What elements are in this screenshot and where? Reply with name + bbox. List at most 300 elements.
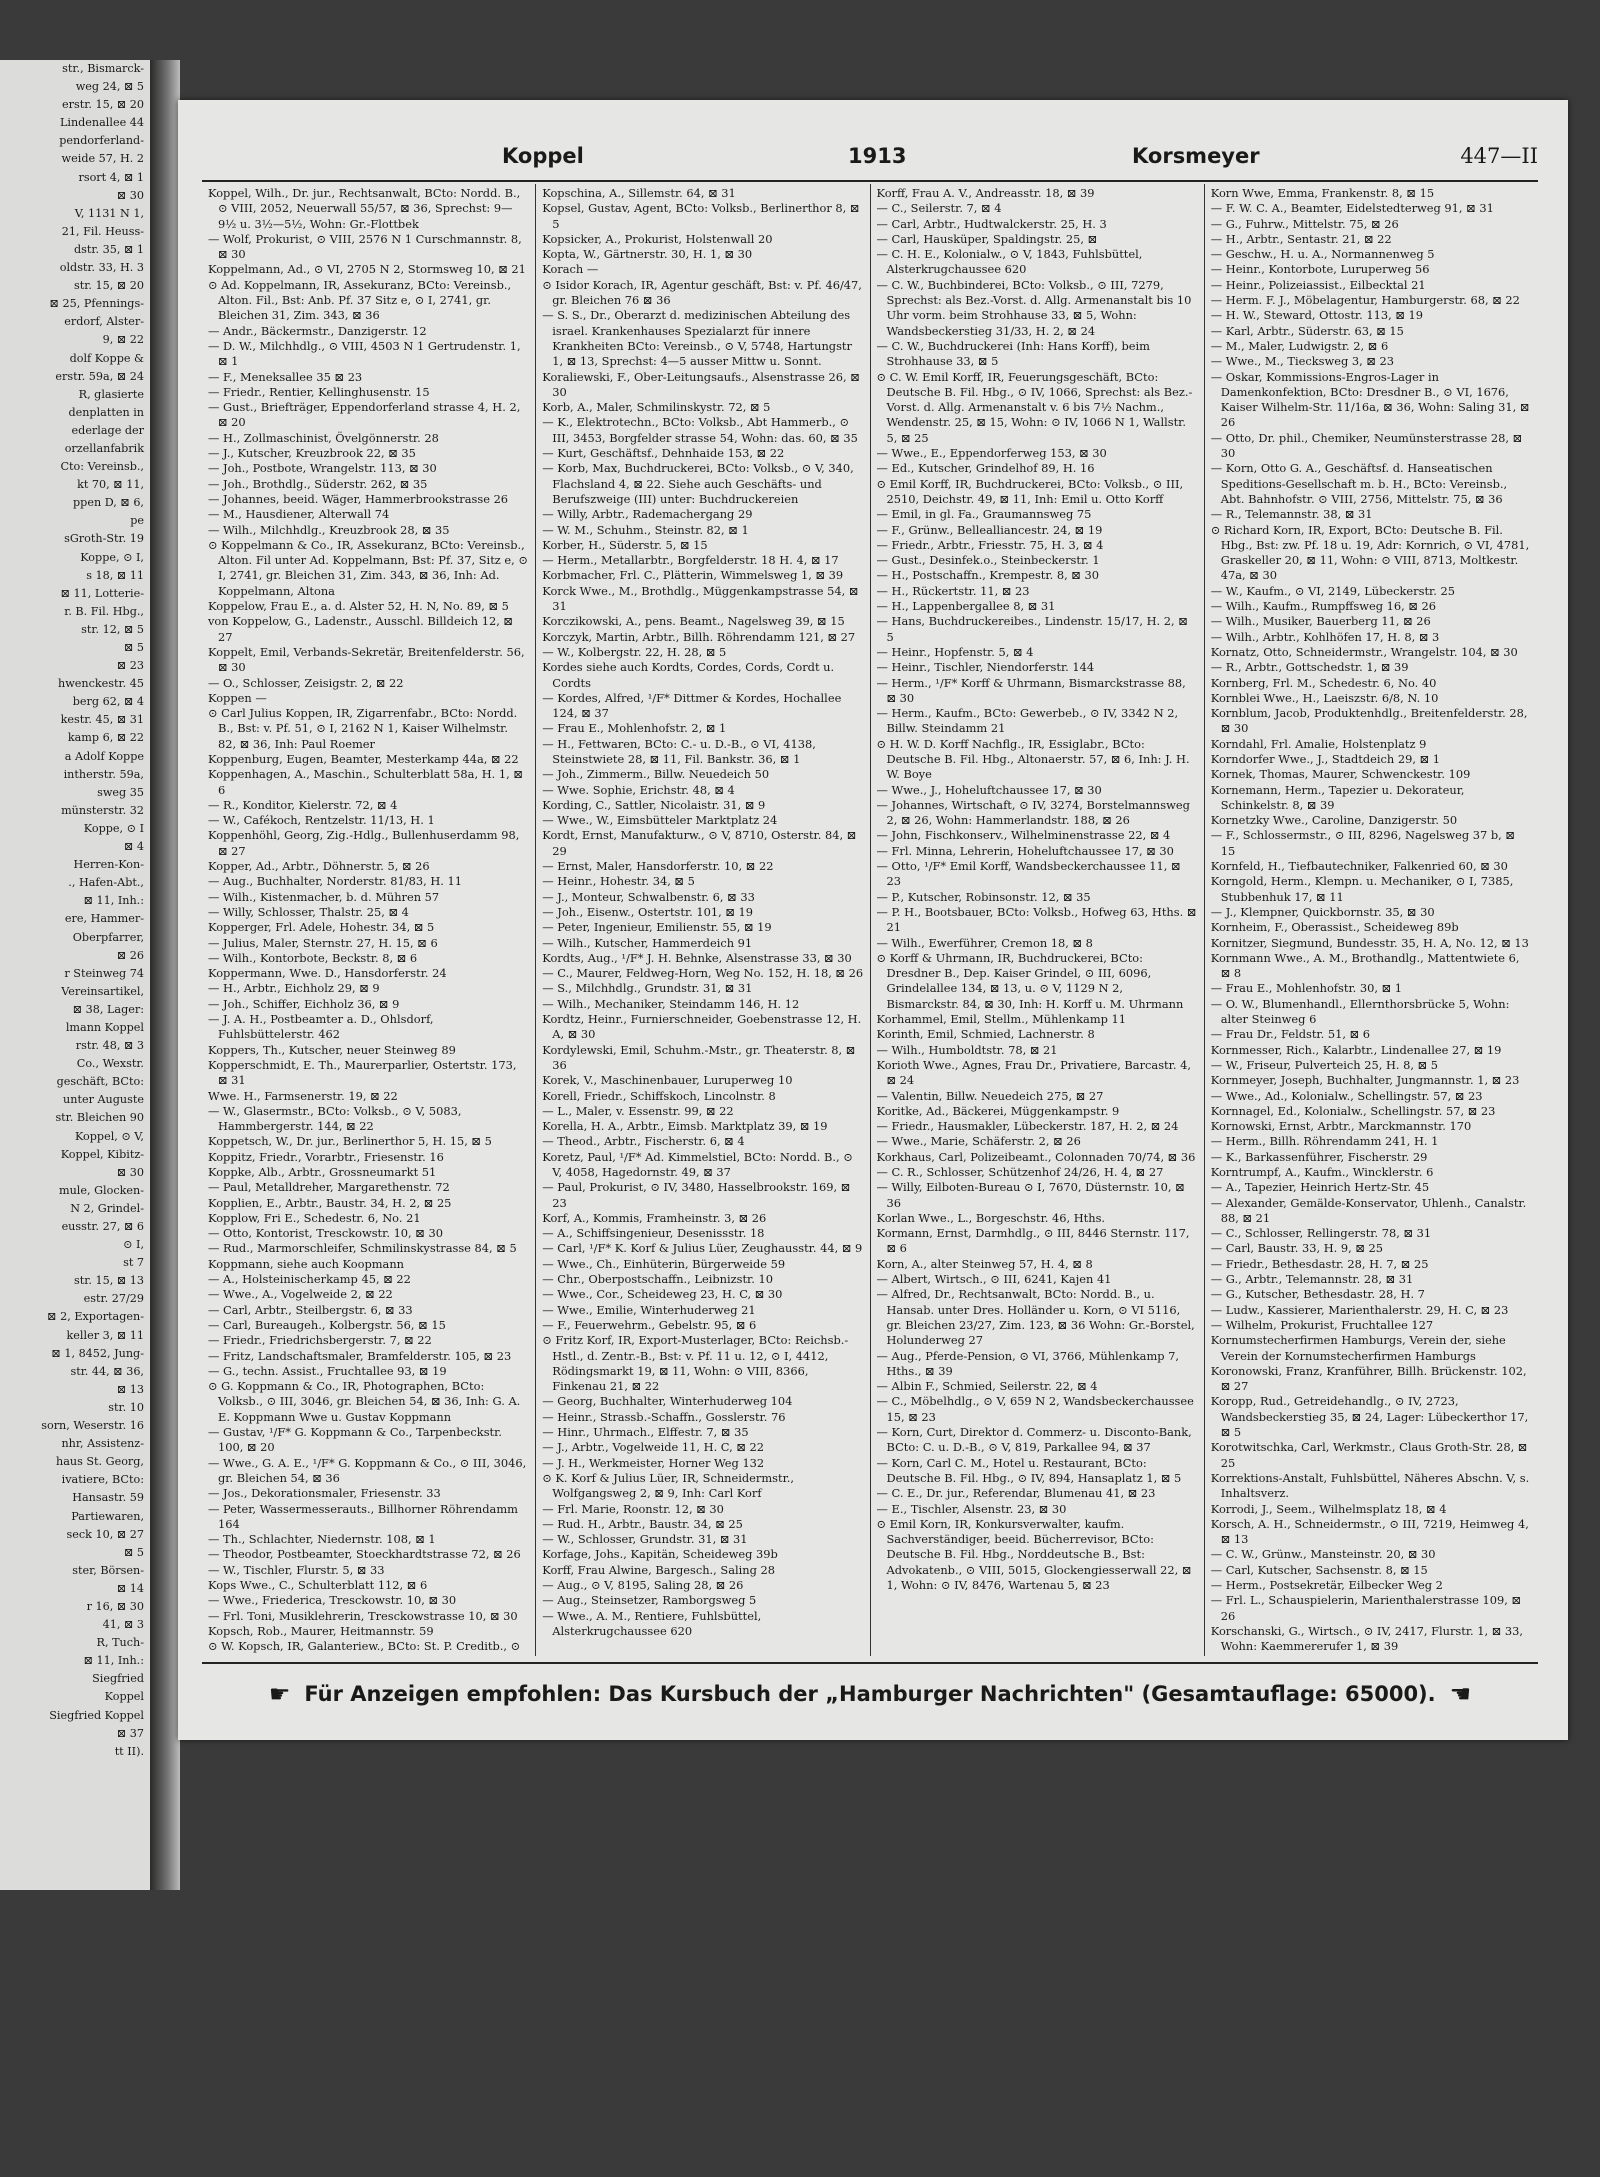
directory-entry: ⊙ C. W. Emil Korff, IR, Feuerungsgeschäft, BCto: Deutsche B. Fil. Hbg., ⊙ IV, 1066, Sprechst: als Bez.-Vorst. d. Allg. Armenanstalt v. 6 bis 7½ Nachm., Wendenstr. 25, ⊠ 15, Wohn: ⊙ IV, 1066 N 1, Wallstr. 5, ⊠ 25 — [876, 369, 1193, 445]
directory-entry: — Wilh., Ewerführer, Cremon 18, ⊠ 8 — [876, 935, 1093, 950]
previous-page-line: oldstr. 33, H. 3 — [59, 261, 144, 275]
directory-entry: Koppermann, Wwe. D., Hansdorferstr. 24 — [208, 966, 447, 981]
column-1 — [202, 184, 536, 1656]
directory-entry: — Joh., Schiffer, Eichholz 36, ⊠ 9 — [208, 996, 400, 1011]
directory-entry: — G., Arbtr., Telemannstr. 28, ⊠ 31 — [1210, 1272, 1414, 1287]
directory-entry: — Aug., Pferde-Pension, ⊙ VI, 3766, Mühlenkamp 7, Hths., ⊠ 39 — [876, 1348, 1180, 1378]
directory-entry: — Gustav, ¹/F* G. Koppmann & Co., Tarpenbeckstr. 100, ⊠ 20 — [208, 1425, 502, 1455]
footer-text: Für Anzeigen empfohlen: Das Kursbuch der „Hamburger Nachrichten" (Gesamtauflage: 65000). — [304, 1682, 1436, 1706]
directory-entry: — Otto, ¹/F* Emil Korff, Wandsbeckerchaussee 11, ⊠ 23 — [876, 859, 1181, 889]
directory-entry: Koppenburg, Eugen, Beamter, Mesterkamp 44a, ⊠ 22 — [208, 751, 519, 766]
pointing-hand-icon: ☛ — [268, 1680, 291, 1708]
directory-entry: — H., Postschaffn., Krempestr. 8, ⊠ 30 — [876, 568, 1099, 583]
directory-entry: — Heinr., Hohestr. 34, ⊠ 5 — [542, 874, 695, 889]
directory-entry: — Rud. H., Arbtr., Baustr. 34, ⊠ 25 — [542, 1516, 743, 1531]
directory-entry: Korn, A., alter Steinweg 57, H. 4, ⊠ 8 — [876, 1256, 1093, 1271]
directory-entry: — Ed., Kutscher, Grindelhof 89, H. 16 — [876, 461, 1095, 476]
directory-entry: Koretz, Paul, ¹/F* Ad. Kimmelstiel, BCto: Nordd. B., ⊙ V, 4058, Hagedornstr. 49, ⊠ 37 — [542, 1149, 853, 1179]
directory-entry: — Karl, Arbtr., Süderstr. 63, ⊠ 15 — [1210, 323, 1404, 338]
directory-entry: — Alexander, Gemälde-Konservator, Uhlenh., Canalstr. 88, ⊠ 21 — [1210, 1195, 1527, 1225]
directory-entry: ⊙ W. Kopsch, IR, Galanteriew., BCto: St. P. Creditb., ⊙ — [208, 1639, 521, 1654]
directory-entry: — Herm., Postsekretär, Eilbecker Weg 2 — [1210, 1578, 1443, 1593]
directory-entry: — Wilhelm, Prokurist, Fruchtallee 127 — [1210, 1317, 1434, 1332]
directory-entry: — Theod., Arbtr., Fischerstr. 6, ⊠ 4 — [542, 1134, 745, 1149]
directory-entry: — Frl. Marie, Roonstr. 12, ⊠ 30 — [542, 1501, 724, 1516]
directory-entry: — M., Maler, Ludwigstr. 2, ⊠ 6 — [1210, 338, 1389, 353]
directory-entry: Kopschina, A., Sillemstr. 64, ⊠ 31 — [542, 186, 736, 200]
directory-entry: — Julius, Maler, Sternstr. 27, H. 15, ⊠ 6 — [208, 935, 438, 950]
directory-entry: — W., Kaufm., ⊙ VI, 2149, Lübeckerstr. 25 — [1210, 583, 1455, 598]
directory-entry: — Jos., Dekorationsmaler, Friesenstr. 33 — [208, 1486, 441, 1501]
directory-entry: — Wwe., Emilie, Winterhuderweg 21 — [542, 1302, 756, 1317]
previous-page-line: st 7 — [123, 1256, 144, 1270]
directory-entry: — Johannes, Wirtschaft, ⊙ IV, 3274, Borstelmannsweg 2, ⊠ 26, Wohn: Hammerlandstr. 188, ⊠ 26 — [876, 797, 1190, 828]
previous-page-line: dolf Koppe & — [69, 351, 144, 365]
directory-entry: Koppmann, siehe auch Koopmann — [208, 1256, 405, 1271]
previous-page-line: keller 3, ⊠ 11 — [66, 1328, 144, 1342]
previous-page-line: pe — [130, 514, 144, 528]
previous-page-line: str. 44, ⊠ 36, — [70, 1364, 144, 1378]
directory-entry: — Korn, Carl C. M., Hotel u. Restaurant, BCto: Deutsche B. Fil. Hbg., ⊙ IV, 894, Hansaplatz 1, ⊠ 5 — [876, 1455, 1182, 1485]
entry-columns — [202, 184, 1538, 1656]
previous-page-line: str. 15, ⊠ 20 — [74, 279, 144, 293]
directory-entry: — Heinr., Strassb.-Schaffn., Gosslerstr. 76 — [542, 1409, 786, 1424]
directory-entry: — Frau Dr., Feldstr. 51, ⊠ 6 — [1210, 1027, 1371, 1042]
previous-page-line: rstr. 48, ⊠ 3 — [75, 1039, 144, 1053]
directory-entry: — S., Milchhdlg., Grundstr. 31, ⊠ 31 — [542, 981, 753, 996]
directory-entry: — Herm. F. J., Möbelagentur, Hamburgerstr. 68, ⊠ 22 — [1210, 293, 1520, 308]
directory-entry: — Frau E., Mohlenhofstr. 30, ⊠ 1 — [1210, 981, 1403, 996]
directory-entry: — Ernst, Maler, Hansdorferstr. 10, ⊠ 22 — [542, 859, 774, 874]
directory-entry: — C., Seilerstr. 7, ⊠ 4 — [876, 201, 1002, 216]
previous-page-line: ⊠ 2, Exportagen- — [47, 1310, 144, 1324]
directory-entry: — Herm., Kaufm., BCto: Gewerbeb., ⊙ IV, 3342 N 2, Billw. Steindamm 21 — [876, 706, 1179, 736]
directory-entry: — W., Tischler, Flurstr. 5, ⊠ 33 — [208, 1562, 385, 1577]
directory-entry: Kornitzer, Siegmund, Bundesstr. 35, H. A, No. 12, ⊠ 13 — [1210, 935, 1529, 950]
directory-entry: ⊙ Fritz Korf, IR, Export-Musterlager, BCto: Reichsb.-Hstl., d. Zentr.-B., Bst: v. Pf. 11 u. 12, ⊙ I, 4412, Rödingsmarkt 19, ⊠ 11, Wohn: ⊙ VIII, 8366, Finkenau 21, ⊠ 22 — [542, 1333, 849, 1394]
directory-entry: — Friedr., Friedrichsbergerstr. 7, ⊠ 22 — [208, 1333, 432, 1348]
directory-entry: — Aug., Buchhalter, Norderstr. 81/83, H. 11 — [208, 874, 463, 889]
previous-page-line: ⊠ 13 — [116, 1382, 144, 1396]
directory-entry: — F., Schlossermstr., ⊙ III, 8296, Nagelsweg 37 b, ⊠ 15 — [1210, 828, 1515, 858]
directory-entry: — Kurt, Geschäftsf., Dehnhaide 153, ⊠ 22 — [542, 446, 785, 461]
previous-page-line: ⊠ 5 — [123, 1545, 144, 1559]
directory-entry: — S. S., Dr., Oberarzt d. medizinischen Abteilung des israel. Krankenhauses Spezialarzt für innere Krankheiten BCto: Vereinsb., ⊙ V, 5748, Hartungstr 1, ⊠ 13, Sprechst: 4—5 ausser Mittw u. Sonnt. — [542, 308, 852, 369]
previous-page-line: str. 10 — [108, 1400, 144, 1414]
directory-entry: Korf, A., Kommis, Framheinstr. 3, ⊠ 26 — [542, 1210, 767, 1225]
directory-entry: — Korn, Curt, Direktor d. Commerz- u. Disconto-Bank, BCto: C. u. D.-B., ⊙ V, 819, Parkallee 94, ⊠ 37 — [876, 1425, 1192, 1455]
directory-entry: — H., Fettwaren, BCto: C.- u. D.-B., ⊙ VI, 4138, Steinstwiete 28, ⊠ 11, Fil. Bankstr. 36, ⊠ 1 — [542, 736, 816, 766]
directory-entry: — H., Arbtr., Sentastr. 21, ⊠ 22 — [1210, 231, 1392, 246]
directory-entry: Kornemann, Herm., Tapezier u. Dekorateur, Schinkelstr. 8, ⊠ 39 — [1210, 782, 1465, 812]
previous-page-line: Koppel, Kibitz- — [60, 1147, 144, 1161]
directory-entry: — J., Monteur, Schwalbenstr. 6, ⊠ 33 — [542, 889, 755, 904]
directory-entry: — Albin F., Schmied, Seilerstr. 22, ⊠ 4 — [876, 1379, 1098, 1394]
directory-entry: Korngold, Herm., Klempn. u. Mechaniker, ⊙ I, 7385, Stubbenhuk 17, ⊠ 11 — [1210, 874, 1514, 904]
directory-entry: Korschanski, G., Wirtsch., ⊙ IV, 2417, Flurstr. 1, ⊠ 33, Wohn: Kaemmererufer 1, ⊠ 39 — [1210, 1623, 1524, 1654]
directory-entry: von Koppelow, G., Ladenstr., Ausschl. Billdeich 12, ⊠ 27 — [208, 614, 513, 644]
directory-entry: — J. H., Werkmeister, Horner Weg 132 — [542, 1455, 765, 1470]
directory-entry: — Joh., Postbote, Wrangelstr. 113, ⊠ 30 — [208, 461, 437, 476]
previous-page-line: eusstr. 27, ⊠ 6 — [61, 1220, 144, 1233]
directory-entry: — Ludw., Kassierer, Marienthalerstr. 29, H. C, ⊠ 23 — [1210, 1302, 1509, 1317]
directory-entry: — O. W., Blumenhandl., Ellernthorsbrücke 5, Wohn: alter Steinweg 6 — [1210, 996, 1510, 1027]
directory-entry: — Wilh., Musiker, Bauerberg 11, ⊠ 26 — [1210, 614, 1431, 629]
directory-entry: — Wwe., Marie, Schäferstr. 2, ⊠ 26 — [876, 1134, 1081, 1149]
directory-entry: — Friedr., Hausmakler, Lübeckerstr. 187, H. 2, ⊠ 24 — [876, 1119, 1179, 1134]
previous-page-line: ⊠ 23 — [116, 659, 144, 673]
previous-page-line: Koppel — [104, 1690, 144, 1704]
directory-entry: — J., Kutscher, Kreuzbrook 22, ⊠ 35 — [208, 446, 416, 461]
directory-entry: Korndahl, Frl. Amalie, Holstenplatz 9 — [1210, 736, 1427, 751]
previous-page-line: R, glasierte — [78, 387, 144, 401]
directory-entry: — Th., Schlachter, Niedernstr. 108, ⊠ 1 — [208, 1532, 436, 1547]
previous-page-line: ppen D, ⊠ 6, — [73, 496, 144, 510]
previous-page-line: Siegfried — [92, 1672, 144, 1686]
pointing-hand-icon: ☚ — [1449, 1680, 1472, 1708]
directory-entry: — Wilh., Kistenmacher, b. d. Mühren 57 — [208, 889, 440, 904]
previous-page-line: weide 57, H. 2 — [61, 152, 144, 166]
directory-entry: — Friedr., Bethesdastr. 28, H. 7, ⊠ 25 — [1210, 1256, 1429, 1271]
directory-entry: Korck Wwe., M., Brothdlg., Müggenkampstrasse 54, ⊠ 31 — [542, 583, 859, 614]
directory-entry: — J., Klempner, Quickbornstr. 35, ⊠ 30 — [1210, 904, 1435, 919]
directory-entry: — Valentin, Billw. Neuedeich 275, ⊠ 27 — [876, 1088, 1104, 1103]
directory-entry: — Korb, Max, Buchdruckerei, BCto: Volksb., ⊙ V, 340, Flachsland 4, ⊠ 22. Siehe auch Geschäfts- und Berufszweige (III) unter: Buchdruckereien — [542, 461, 854, 506]
directory-entry: — Peter, Wassermesserauts., Billhorner Röhrendamm 164 — [208, 1501, 518, 1531]
directory-entry: Kornmesser, Rich., Kalarbtr., Lindenallee 27, ⊠ 19 — [1210, 1042, 1502, 1057]
previous-page-line: denplatten in — [68, 405, 144, 419]
directory-entry: — C., Maurer, Feldweg-Horn, Weg No. 152, H. 18, ⊠ 26 — [542, 966, 864, 981]
previous-page-line: erdorf, Alster- — [64, 315, 144, 329]
previous-page-line: ⊠ 4 — [123, 840, 144, 854]
directory-entry: — Carl, Baustr. 33, H. 9, ⊠ 25 — [1210, 1241, 1384, 1256]
directory-entry: — Wwe., G. A. E., ¹/F* G. Koppmann & Co., ⊙ III, 3046, gr. Bleichen 54, ⊠ 36 — [208, 1455, 527, 1485]
previous-page-line: a Adolf Koppe — [64, 749, 144, 763]
directory-entry: — Emil, in gl. Fa., Graumannsweg 75 — [876, 507, 1092, 522]
directory-entry: Kopplien, E., Arbtr., Baustr. 34, H. 2, ⊠ 25 — [208, 1195, 452, 1210]
directory-entry: — Geschw., H. u. A., Normannenweg 5 — [1210, 247, 1435, 262]
directory-entry: ⊙ Emil Korn, IR, Konkursverwalter, kaufm. Sachverständiger, beeid. Bücherrevisor, BCto: Deutsche B. Fil. Hbg., Norddeutsche B., Bst: Advokatenb., ⊙ VIII, 5015, Glockengiesserwall 22, ⊠ 1, Wohn: ⊙ IV, 8476, Wartenau 5, ⊠ 23 — [876, 1516, 1192, 1593]
previous-page-line: Koppel, ⊙ V, — [74, 1129, 144, 1143]
directory-entry: Kopplow, Fri E., Schedestr. 6, No. 21 — [208, 1210, 421, 1225]
previous-page-line: unter Auguste — [63, 1093, 144, 1107]
directory-entry: — G., techn. Assist., Fruchtallee 93, ⊠ 19 — [208, 1363, 447, 1378]
previous-page-line: kamp 6, ⊠ 22 — [67, 731, 144, 745]
directory-entry: — Carl, Kutscher, Sachsenstr. 8, ⊠ 15 — [1210, 1562, 1428, 1577]
directory-entry: Korlan Wwe., L., Borgeschstr. 46, Hths. — [876, 1210, 1106, 1225]
directory-entry: — Paul, Prokurist, ⊙ IV, 3480, Hasselbrookstr. 169, ⊠ 23 — [542, 1180, 851, 1210]
directory-entry: — Alfred, Dr., Rechtsanwalt, BCto: Nordd. B., u. Hansab. unter Dres. Holländer u. Korn, ⊙ VI 5116, gr. Bleichen 23/27, Zim. 123, ⊠ 36 Wohn: Gr.-Borstel, Holunderweg 27 — [876, 1287, 1195, 1348]
directory-entry: Kopsicker, A., Prokurist, Holstenwall 20 — [542, 231, 773, 246]
directory-entry: — Wilh., Kutscher, Hammerdeich 91 — [542, 935, 753, 950]
directory-entry: — Andr., Bäckermstr., Danzigerstr. 12 — [208, 323, 427, 338]
directory-entry: — Albert, Wirtsch., ⊙ III, 6241, Kajen 41 — [876, 1272, 1112, 1287]
directory-entry: — H., Rückertstr. 11, ⊠ 23 — [876, 583, 1030, 598]
directory-entry: Kording, C., Sattler, Nicolaistr. 31, ⊠ 9 — [542, 797, 766, 812]
previous-page-line: ⊙ I, — [123, 1238, 144, 1252]
previous-page-line: ⊠ 30 — [116, 1165, 144, 1179]
previous-page-line: 9, ⊠ 22 — [102, 333, 144, 347]
directory-entry: Kopta, W., Gärtnerstr. 30, H. 1, ⊠ 30 — [542, 247, 753, 262]
directory-entry: Korinth, Emil, Schmied, Lachnerstr. 8 — [876, 1027, 1095, 1042]
directory-entry: — Hans, Buchdruckereibes., Lindenstr. 15/17, H. 2, ⊠ 5 — [876, 614, 1188, 644]
directory-entry: — C. H. E., Kolonialw., ⊙ V, 1843, Fuhlsbüttel, Alsterkrugchaussee 620 — [876, 247, 1143, 277]
directory-entry: Koropp, Rud., Getreidehandlg., ⊙ IV, 2723, Wandsbeckerstieg 35, ⊠ 24, Lager: Lübeckerthor 17, ⊠ 5 — [1210, 1394, 1529, 1440]
directory-entry: Korek, V., Maschinenbauer, Luruperweg 10 — [542, 1073, 793, 1088]
directory-entry: — Joh., Eisenw., Ostertstr. 101, ⊠ 19 — [542, 904, 754, 919]
directory-entry: — Wwe., A., Vogelweide 2, ⊠ 22 — [208, 1287, 393, 1302]
previous-page-line: berg 62, ⊠ 4 — [72, 695, 144, 709]
previous-page-line: ⊠ 25, Pfennings- — [49, 297, 144, 311]
previous-page-line: ⊠ 5 — [123, 641, 144, 654]
directory-entry: Koppitz, Friedr., Vorarbtr., Friesenstr. 16 — [208, 1149, 444, 1164]
directory-entry: Koppelmann, Ad., ⊙ VI, 2705 N 2, Stormsweg 10, ⊠ 21 — [208, 262, 526, 277]
directory-entry: — Johannes, beeid. Wäger, Hammerbrookstrasse 26 — [208, 491, 509, 506]
previous-page-line: münsterstr. 32 — [61, 803, 144, 817]
directory-entry: — H., Arbtr., Eichholz 29, ⊠ 9 — [208, 981, 380, 996]
previous-page-line: dstr. 35, ⊠ 1 — [73, 242, 144, 256]
directory-entry — [1211, 1655, 1532, 1657]
header-rule — [202, 180, 1538, 182]
previous-page-line: erstr. 15, ⊠ 20 — [62, 98, 144, 112]
previous-page-line: Partiewaren, — [71, 1509, 144, 1523]
directory-entry: — W. M., Schuhm., Steinstr. 82, ⊠ 1 — [542, 522, 749, 537]
directory-entry: Kornowski, Ernst, Arbtr., Marckmannstr. 170 — [1210, 1119, 1472, 1134]
directory-entry: — Joh., Zimmerm., Billw. Neuedeich 50 — [542, 767, 770, 782]
directory-entry: — R., Konditor, Kielerstr. 72, ⊠ 4 — [208, 797, 398, 812]
directory-entry: — Theodor, Postbeamter, Stoeckhardtstrasse 72, ⊠ 26 — [208, 1547, 521, 1562]
directory-entry: — E., Tischler, Alsenstr. 23, ⊠ 30 — [876, 1501, 1067, 1516]
previous-page-line: nhr, Assistenz- — [61, 1437, 144, 1451]
directory-entry: ⊙ Carl Julius Koppen, IR, Zigarrenfabr., BCto: Nordd. B., Bst: v. Pf. 51, ⊙ I, 2162 N 1, Kaiser Wilhelmstr. 82, ⊠ 36, Inh: Paul Roemer — [208, 706, 518, 751]
directory-entry: — Oskar, Kommissions-Engros-Lager in Damenkonfektion, BCto: Dresdner B., ⊙ VI, 1676, Kaiser Wilhelm-Str. 11/16a, ⊠ 36, Wohn: Saling 31, ⊠ 26 — [1210, 369, 1530, 430]
directory-entry: — M., Hausdiener, Alterwall 74 — [208, 507, 390, 522]
previous-page-line: orzellanfabrik — [64, 441, 144, 455]
directory-entry: — John, Fischkonserv., Wilhelminenstrasse 22, ⊠ 4 — [876, 828, 1171, 843]
previous-page-fragment — [0, 60, 153, 1890]
directory-entry: ⊙ H. W. D. Korff Nachflg., IR, Essiglabr., BCto: Deutsche B. Fil. Hbg., Altonaerstr. 57, ⊠ 6, Inh: J. H. W. Boye — [876, 736, 1190, 782]
previous-page-line: sweg 35 — [97, 785, 144, 799]
header-first-entry: Koppel — [502, 144, 584, 168]
directory-entry: — Aug., Steinsetzer, Ramborgsweg 5 — [542, 1593, 757, 1608]
directory-entry: ⊙ Korff & Uhrmann, IR, Buchdruckerei, BCto: Dresdner B., Dep. Kaiser Grindel, ⊙ III, 6096, Grindelallee 134, ⊠ 13, u. ⊙ V, 1129 N 2, Bismarckstr. 84, ⊠ 30, Inh: H. Korff u. M. Uhrmann — [876, 950, 1184, 1011]
directory-entry: Korbmacher, Frl. C., Plätterin, Wimmelsweg 1, ⊠ 39 — [542, 568, 844, 583]
directory-entry: — Chr., Oberpostschaffn., Leibnizstr. 10 — [542, 1272, 773, 1287]
directory-entry: — Carl, Bureaugeh., Kolbergstr. 56, ⊠ 15 — [208, 1317, 446, 1332]
directory-entry: — Wilh., Kaufm., Rumpffsweg 16, ⊠ 26 — [1210, 599, 1437, 614]
previous-page-line: Lindenallee 44 — [59, 116, 144, 130]
directory-entry: Korhammel, Emil, Stellm., Mühlenkamp 11 — [876, 1012, 1127, 1027]
previous-page-line: ⊠ 14 — [116, 1581, 144, 1595]
directory-entry: — Wwe., W., Eimsbütteler Marktplatz 24 — [542, 813, 778, 828]
directory-entry: Korff, Frau Alwine, Bargesch., Saling 28 — [542, 1562, 776, 1577]
directory-entry: — W., Glasermstr., BCto: Volksb., ⊙ V, 5083, Hammbergerstr. 144, ⊠ 22 — [208, 1103, 462, 1134]
directory-entry: Koppers, Th., Kutscher, neuer Steinweg 89 — [208, 1042, 456, 1057]
header-year: 1913 — [848, 144, 907, 168]
directory-entry: Kornumstecherfirmen Hamburgs, Verein der, siehe Verein der Kornumstecherfirmen Hamburgs — [1210, 1333, 1506, 1363]
directory-entry: — Wwe., A. M., Rentiere, Fuhlsbüttel, Alsterkrugchaussee 620 — [542, 1608, 762, 1638]
previous-page-line: pendorferland- — [59, 134, 144, 148]
directory-entry: Kormann, Ernst, Darmhdlg., ⊙ III, 8446 Sternstr. 117, ⊠ 6 — [876, 1226, 1190, 1256]
directory-entry: Kornmeyer, Joseph, Buchhalter, Jungmannstr. 1, ⊠ 23 — [1210, 1073, 1520, 1088]
directory-entry: — Carl, Arbtr., Hudtwalckerstr. 25, H. 3 — [876, 216, 1107, 231]
directory-entry: Kornatz, Otto, Schneidermstr., Wrangelstr. 104, ⊠ 30 — [1210, 644, 1518, 659]
previous-page-line: rsort 4, ⊠ 1 — [78, 170, 144, 184]
directory-entry: — Joh., Brothdlg., Süderstr. 262, ⊠ 35 — [208, 476, 428, 491]
column-3 — [871, 184, 1205, 1656]
previous-page-line: Koppe, ⊙ I, — [80, 550, 144, 564]
column-2 — [536, 184, 870, 1656]
directory-entry: Kornheim, F., Oberassist., Scheideweg 89b — [1210, 920, 1459, 935]
directory-entry: — R., Arbtr., Gottschedstr. 1, ⊠ 39 — [1210, 660, 1409, 675]
directory-entry: Kopsch, Rob., Maurer, Heitmannstr. 59 — [208, 1623, 434, 1638]
directory-entry: — C., Möbelhdlg., ⊙ V, 659 N 2, Wandsbeckerchaussee 15, ⊠ 23 — [876, 1394, 1194, 1424]
directory-entry: Kordes siehe auch Kordts, Cordes, Cords, Cordt u. Cordts — [542, 660, 835, 690]
directory-entry: Koppetsch, W., Dr. jur., Berlinerthor 5, H. 15, ⊠ 5 — [208, 1134, 492, 1149]
previous-page-line: hwenckestr. 45 — [58, 677, 144, 691]
directory-entry: — Wilh., Kontorbote, Beckstr. 8, ⊠ 6 — [208, 950, 418, 965]
directory-entry: — G., Kutscher, Bethesdastr. 28, H. 7 — [1210, 1287, 1425, 1302]
previous-page-line: mule, Glocken- — [58, 1183, 144, 1197]
directory-entry: Kornnagel, Ed., Kolonialw., Schellingstr. 57, ⊠ 23 — [1210, 1103, 1496, 1118]
directory-entry: Korntrumpf, A., Kaufm., Wincklerstr. 6 — [1210, 1165, 1434, 1179]
previous-page-line: kestr. 45, ⊠ 31 — [60, 713, 144, 727]
previous-page-line: ⊠ 11, Lotterie- — [60, 586, 144, 600]
previous-page-line: 41, ⊠ 3 — [102, 1618, 144, 1632]
directory-entry: Koronowski, Franz, Kranführer, Billh. Brückenstr. 102, ⊠ 27 — [1210, 1363, 1527, 1394]
directory-entry: Koppenhöhl, Georg, Zig.-Hdlg., Bullenhuserdamm 98, ⊠ 27 — [208, 828, 520, 858]
previous-page-line: ⊠ 26 — [116, 948, 144, 962]
directory-entry: — Frau E., Mohlenhofstr. 2, ⊠ 1 — [542, 721, 727, 736]
directory-entry: Kornfeld, H., Tiefbautechniker, Falkenried 60, ⊠ 30 — [1210, 859, 1508, 874]
directory-entry: — O., Schlosser, Zeisigstr. 2, ⊠ 22 — [208, 675, 404, 690]
previous-page-line: ⊠ 30 — [116, 188, 144, 202]
directory-entry: — Friedr., Arbtr., Friesstr. 75, H. 3, ⊠ 4 — [876, 537, 1104, 552]
directory-entry: — Wilh., Mechaniker, Steindamm 146, H. 12 — [542, 996, 800, 1011]
previous-page-line: tt II). — [114, 1744, 144, 1758]
directory-entry: ⊙ Emil Korff, IR, Buchdruckerei, BCto: Volksb., ⊙ III, 2510, Deichstr. 49, ⊠ 11, Inh: Emil u. Otto Korff — [876, 476, 1184, 506]
directory-entry: Korotwitschka, Carl, Werkmstr., Claus Groth-Str. 28, ⊠ 25 — [1210, 1440, 1528, 1470]
directory-entry: — K., Barkassenführer, Fischerstr. 29 — [1210, 1149, 1428, 1164]
directory-entry: Korioth Wwe., Agnes, Frau Dr., Privatiere, Barcastr. 4, ⊠ 24 — [876, 1057, 1191, 1088]
directory-entry: ⊙ G. Koppmann & Co., IR, Photographen, BCto: Volksb., ⊙ III, 3046, gr. Bleichen 54, ⊠ 36, Inh: G. A. E. Koppmann Wwe u. Gustav Koppmann — [208, 1379, 521, 1424]
directory-entry: — Rud., Marmorschleifer, Schmilinskystrasse 84, ⊠ 5 — [208, 1241, 517, 1256]
directory-entry: — C. W., Buchdruckerei (Inh: Hans Korff), beim Strohhause 33, ⊠ 5 — [876, 338, 1150, 369]
directory-entry: — Otto, Kontorist, Tresckowstr. 10, ⊠ 30 — [208, 1226, 443, 1241]
directory-entry: ⊙ K. Korf & Julius Lüer, IR, Schneidermstr., Wolfgangsweg 2, ⊠ 9, Inh: Carl Korf — [542, 1470, 795, 1501]
directory-entry: Koppen — — [208, 690, 267, 705]
directory-entry: Koritke, Ad., Bäckerei, Müggenkampstr. 9 — [876, 1103, 1120, 1118]
directory-entry: — Herm., Billh. Röhrendamm 241, H. 1 — [1210, 1134, 1439, 1149]
previous-page-line: sorn, Weserstr. 16 — [41, 1419, 144, 1433]
directory-entry: Kordts, Aug., ¹/F* J. H. Behnke, Alsenstrasse 33, ⊠ 30 — [542, 950, 852, 965]
directory-entry: — W., Kolbergstr. 22, H. 28, ⊠ 5 — [542, 644, 727, 659]
directory-entry: Korff, Frau A. V., Andreasstr. 18, ⊠ 39 — [876, 186, 1095, 200]
previous-page-line: seck 10, ⊠ 27 — [66, 1527, 144, 1541]
directory-entry: — Wwe., M., Tiecksweg 3, ⊠ 23 — [1210, 354, 1395, 369]
previous-page-line: ⊠ 1, 8452, Jung- — [51, 1346, 144, 1360]
directory-entry: Korczikowski, A., pens. Beamt., Nagelsweg 39, ⊠ 15 — [542, 614, 845, 629]
directory-entry: ⊙ Ad. Koppelmann, IR, Assekuranz, BCto: Vereinsb., Alton. Fil., Bst: Anb. Pf. 37 Sitz e, ⊙ I, 2741, gr. Bleichen 31, Zim. 343, ⊠ 36 — [208, 277, 512, 323]
directory-entry: — Carl, ¹/F* K. Korf & Julius Lüer, Zeughausstr. 44, ⊠ 9 — [542, 1241, 863, 1256]
previous-page-line: Co., Wexstr. — [76, 1057, 144, 1071]
previous-page-line: ⊠ 37 — [116, 1726, 144, 1740]
directory-entry: — Gust., Briefträger, Eppendorferland strasse 4, H. 2, ⊠ 20 — [208, 400, 521, 430]
directory-entry: — Willy, Eilboten-Bureau ⊙ I, 7670, Düsternstr. 10, ⊠ 36 — [876, 1180, 1185, 1210]
directory-entry: — W., Cafékoch, Rentzelstr. 11/13, H. 1 — [208, 813, 435, 828]
directory-entry: — F., Feuerwehrm., Gebelstr. 95, ⊠ 6 — [542, 1317, 757, 1332]
directory-entry: Korber, H., Süderstr. 5, ⊠ 15 — [542, 537, 708, 552]
directory-entry: Korndorfer Wwe., J., Stadtdeich 29, ⊠ 1 — [1210, 751, 1441, 766]
directory-entry: Koraliewski, F., Ober-Leitungsaufs., Alsenstrasse 26, ⊠ 30 — [542, 369, 860, 399]
directory-entry: — Willy, Schlosser, Thalstr. 25, ⊠ 4 — [208, 904, 409, 919]
previous-page-line: Siegfried Koppel — [49, 1708, 144, 1722]
directory-entry: — Wilh., Humboldtstr. 78, ⊠ 21 — [876, 1042, 1058, 1057]
previous-page-line: r. B. Fil. Hbg., — [64, 604, 144, 618]
directory-entry: — F., Grünw., Bellealliancestr. 24, ⊠ 19 — [876, 522, 1103, 537]
directory-entry: Korrektions-Anstalt, Fuhlsbüttel, Näheres Abschn. V, s. Inhaltsverz. — [1210, 1470, 1530, 1501]
directory-entry: ⊙ Richard Korn, IR, Export, BCto: Deutsche B. Fil. Hbg., Bst: zw. Pf. 18 u. 19, Adr: Kornrich, ⊙ VI, 4781, Graskeller 20, ⊠ 11, Wohn: ⊙ VIII, 8713, Moltkestr. 47a, ⊠ 30 — [1210, 522, 1530, 583]
previous-page-line: V, 1131 N 1, — [74, 206, 144, 220]
directory-entry: — Wilh., Milchhdlg., Kreuzbrook 28, ⊠ 35 — [208, 522, 450, 537]
directory-entry: — C. W., Buchbinderei, BCto: Volksb., ⊙ III, 7279, Sprechst: als Bez.-Vorst. d. Allg. Armenanstalt bis 10 Uhr vorm. beim Strohhause 33, ⊠ 5, Wohn: Wandsbeckerstieg 31/33, H. 2, ⊠ 24 — [876, 277, 1192, 338]
previous-page-line: geschäft, BCto: — [56, 1075, 144, 1089]
previous-page-line: N 2, Grindel- — [70, 1201, 144, 1215]
directory-entry: — Frl. Minna, Lehrerin, Hoheluftchaussee 17, ⊠ 30 — [876, 843, 1174, 858]
previous-page-line: ., Hafen-Abt., — [68, 876, 144, 890]
directory-entry: — Wwe., Ch., Einhüterin, Bürgerweide 59 — [542, 1256, 786, 1271]
column-4 — [1205, 184, 1538, 1656]
directory-entry: — C., Schlosser, Rellingerstr. 78, ⊠ 31 — [1210, 1226, 1432, 1241]
directory-entry: Kordylewski, Emil, Schuhm.-Mstr., gr. Theaterstr. 8, ⊠ 36 — [542, 1042, 856, 1072]
directory-entry: Korczyk, Martin, Arbtr., Billh. Röhrendamm 121, ⊠ 27 — [542, 629, 856, 644]
directory-entry: — Wilh., Arbtr., Kohlhöfen 17, H. 8, ⊠ 3 — [1210, 629, 1440, 644]
directory-entry: Kordt, Ernst, Manufakturw., ⊙ V, 8710, Osterstr. 84, ⊠ 29 — [542, 828, 857, 858]
previous-page-line: Vereinsartikel, — [61, 984, 144, 998]
previous-page-line: str., Bismarck- — [62, 62, 144, 75]
directory-entry: — F. W. C. A., Beamter, Eidelstedterweg 91, ⊠ 31 — [1210, 201, 1494, 216]
directory-entry: — Heinr., Hopfenstr. 5, ⊠ 4 — [876, 644, 1034, 659]
directory-entry: — A., Schiffsingenieur, Desenissstr. 18 — [542, 1226, 765, 1241]
previous-page-line: ederlage der — [71, 423, 144, 437]
directory-entry: — Wwe., Cor., Scheideweg 23, H. C, ⊠ 30 — [542, 1287, 783, 1302]
previous-page-line: estr. 27/29 — [83, 1292, 144, 1306]
directory-entry: ⊙ Koppelmann & Co., IR, Assekuranz, BCto: Vereinsb., Alton. Fil unter Ad. Koppelmann, Bst: Pf. 37, Sitz e, ⊙ I, 2741, gr. Bleichen 31, Zim. 343, ⊠ 36, Inh: Ad. Koppelmann, Altona — [208, 537, 528, 598]
directory-page — [178, 100, 1568, 1740]
directory-entry: — Aug., ⊙ V, 8195, Saling 28, ⊠ 26 — [542, 1578, 744, 1593]
previous-page-line: Hansastr. 59 — [72, 1491, 144, 1505]
directory-entry: — C. W., Grünw., Mansteinstr. 20, ⊠ 30 — [1210, 1547, 1436, 1562]
directory-entry: — Wwe. Sophie, Erichstr. 48, ⊠ 4 — [542, 782, 735, 797]
directory-entry: — Otto, Dr. phil., Chemiker, Neumünsterstrasse 28, ⊠ 30 — [1210, 430, 1523, 461]
directory-entry: — H., Lappenbergallee 8, ⊠ 31 — [876, 599, 1056, 614]
previous-page-line: ere, Hammer- — [64, 912, 144, 926]
directory-entry: Korsch, A. H., Schneidermstr., ⊙ III, 7219, Heimweg 4, ⊠ 13 — [1210, 1516, 1529, 1547]
previous-page-line: sGroth-Str. 19 — [64, 532, 144, 546]
directory-entry: — Wwe., Ad., Kolonialw., Schellingstr. 57, ⊠ 23 — [1210, 1088, 1483, 1103]
previous-page-line: weg 24, ⊠ 5 — [75, 80, 144, 94]
previous-page-line: r Steinweg 74 — [64, 966, 144, 980]
previous-page-line: ⊠ 11, Inh.: — [83, 1654, 144, 1668]
directory-entry: — Peter, Ingenieur, Emilienstr. 55, ⊠ 19 — [542, 920, 772, 935]
directory-entry: — C. E., Dr. jur., Referendar, Blumenau 41, ⊠ 23 — [876, 1486, 1156, 1501]
directory-entry: Kornblei Wwe., H., Laeiszstr. 6/8, N. 10 — [1210, 690, 1439, 705]
directory-entry: — K., Elektrotechn., BCto: Volksb., Abt Hammerb., ⊙ III, 3453, Borgfelder strasse 54, Wohn: das. 60, ⊠ 35 — [542, 415, 858, 445]
previous-page-line: ivatiere, BCto: — [61, 1473, 144, 1487]
directory-entry: — Herm., ¹/F* Korff & Uhrmann, Bismarckstrasse 88, ⊠ 30 — [876, 675, 1186, 705]
directory-entry: Koppenhagen, A., Maschin., Schulterblatt 58a, H. 1, ⊠ 6 — [208, 767, 523, 797]
directory-entry: — R., Telemannstr. 38, ⊠ 31 — [1210, 507, 1373, 522]
